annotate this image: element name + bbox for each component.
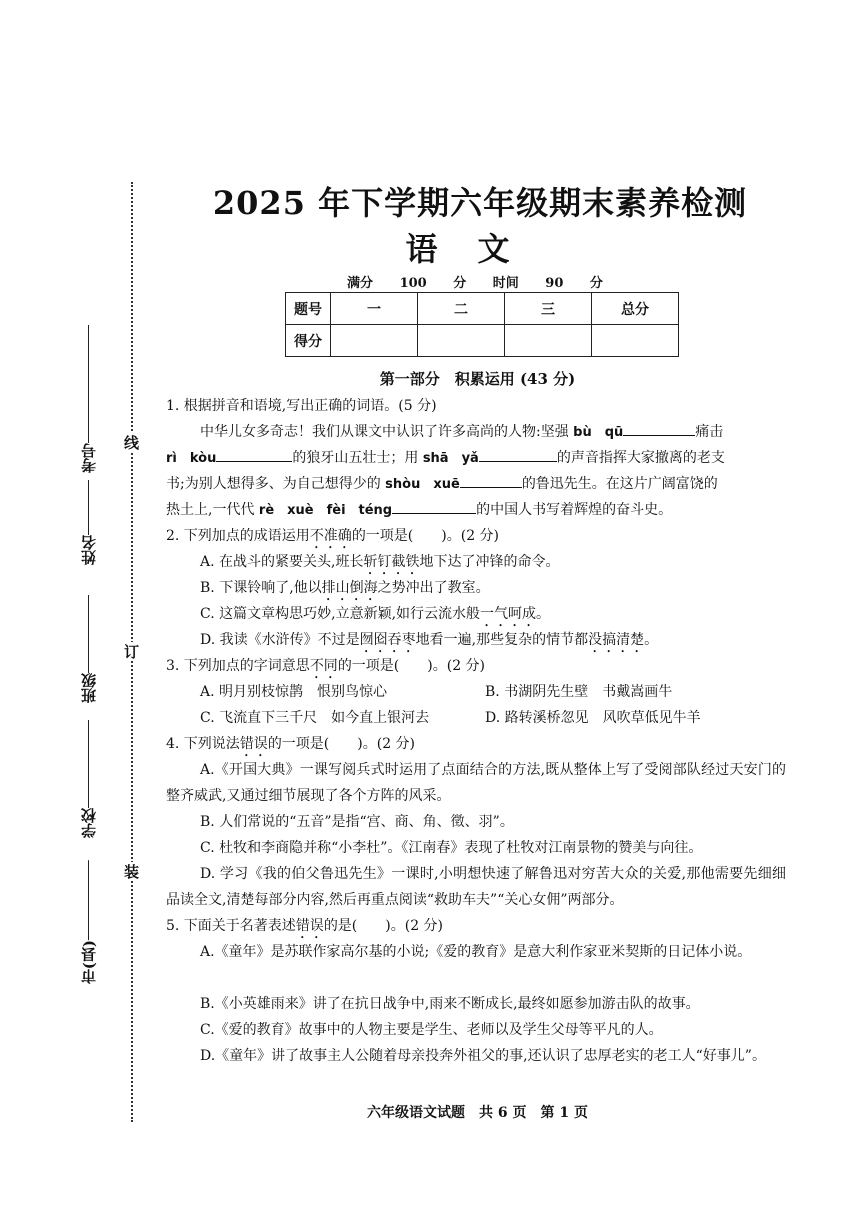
score-cell[interactable] [331, 325, 418, 357]
q3-option-c[interactable]: C. 飞流直下三千尺 如今直上银河去 [200, 710, 430, 726]
city-line [89, 860, 90, 940]
city-field[interactable] [80, 860, 98, 984]
answer-blank[interactable] [216, 447, 292, 462]
score-header-cell: 一 [331, 293, 418, 325]
q2-stem: 2. 下列加点的成语运用不准确的一项是( )。(2 分) [166, 528, 500, 544]
q5-option-c[interactable]: C.《爱的教育》故事中的人物主要是学生、老师以及学生父母等平凡的人。 [200, 1022, 663, 1038]
q3-stem: 3. 下列加点的字词意思不同的一项是( )。(2 分) [166, 658, 486, 674]
score-row-label: 得分 [286, 325, 331, 357]
class-line [89, 595, 90, 673]
full-score: 满分 100 分 [347, 276, 467, 291]
exam-no-field[interactable] [80, 325, 98, 473]
q5-option-b[interactable]: B.《小英雄雨来》讲了在抗日战争中,雨来不断成长,最终如愿参加游击队的故事。 [200, 996, 700, 1012]
q2-option-b[interactable]: B. 下课铃响了,他以排山倒海之势冲出了教室。 [200, 580, 490, 596]
exam-title: 2025 年下学期六年级期末素养检测 [212, 184, 748, 222]
school-line [89, 720, 90, 808]
q5-option-a[interactable]: A.《童年》是苏联作家高尔基的小说;《爱的教育》是意大利作家亚米契斯的日记体小说。 [200, 944, 752, 960]
q3-option-d[interactable]: D. 路转溪桥忽见 风吹草低见牛羊 [485, 710, 701, 726]
answer-blank[interactable] [460, 473, 522, 488]
pinyin-shaya: shā yǎ [422, 451, 479, 466]
q3-option-a[interactable]: A. 明月别枝惊鹊 恨别鸟惊心 [200, 684, 388, 700]
binding-mark-ding: 订 [122, 644, 140, 659]
score-header-cell: 二 [418, 293, 505, 325]
score-cell[interactable] [592, 325, 679, 357]
q1-line-2: rì kòu 的狼牙山五壮士；用 shā yǎ 的声音指挥大家撤离的老支 [166, 445, 786, 472]
answer-blank[interactable] [623, 421, 695, 436]
score-table-header-row [286, 293, 679, 325]
name-line [89, 480, 90, 535]
q2-option-a[interactable]: A. 在战斗的紧要关头,班长斩钉截铁地下达了冲锋的命令。 [200, 554, 560, 570]
school-field[interactable] [80, 720, 98, 838]
pinyin-buqu: bù qū [573, 425, 624, 440]
page-footer: 六年级语文试题 共 6 页 第 1 页 [367, 1105, 588, 1121]
binding-mark-zhuang: 装 [122, 864, 140, 879]
class-field[interactable] [80, 595, 98, 703]
q5-option-d[interactable]: D.《童年》讲了故事主人公随着母亲投奔外祖父的事,还认识了忠厚老实的老工人“好事儿”。 [200, 1048, 766, 1064]
pinyin-rikou: rì kòu [166, 451, 217, 466]
pinyin-rexuefeiteng: rè xuè fèi téng [258, 503, 393, 518]
q4-option-c[interactable]: C. 杜牧和李商隐并称“小李杜”。《江南春》表现了杜牧对江南景物的赞美与向往。 [200, 840, 703, 856]
q2-option-d[interactable]: D. 我读《水浒传》不过是囫囵吞枣地看一遍,那些复杂的情节都没搞清楚。 [200, 632, 659, 648]
q4-option-d[interactable]: D. 学习《我的伯父鲁迅先生》一课时,小明想快速了解鲁迅对穷苦大众的关爱,那他需要先细细品读全文,清楚每部分内容,然后再重点阅读“救助车夫”“关心女佣”两部分。 [166, 866, 786, 908]
name-label: 姓名 [80, 535, 98, 565]
score-header-cell: 题号 [286, 293, 331, 325]
q4-option-b[interactable]: B. 人们常说的“五音”是指“宫、商、角、徵、羽”。 [200, 814, 514, 830]
q4-stem: 4. 下列说法错误的一项是( )。(2 分) [166, 736, 416, 752]
score-header-cell: 三 [505, 293, 592, 325]
score-table [285, 292, 679, 357]
school-label: 学校 [80, 808, 98, 838]
score-header-cell: 总分 [592, 293, 679, 325]
subject-title: 语文 [405, 230, 550, 268]
q3-option-b[interactable]: B. 书湖阴先生壁 书戴嵩画牛 [485, 684, 673, 700]
score-cell[interactable] [418, 325, 505, 357]
section-title: 第一部分 积累运用 (43 分) [379, 370, 576, 388]
q2-option-c[interactable]: C. 这篇文章构思巧妙,立意新颖,如行云流水般一气呵成。 [200, 606, 551, 622]
q1-line-1: 中华儿女多奇志！我们从课文中认识了许多高尚的人物:坚强 bù qū 痛击 [200, 419, 790, 446]
q1-line-3: 书;为别人想得多、为自己想得少的 shòu xuē 的鲁迅先生。在这片广阔富饶的 [166, 471, 786, 498]
q1-line-4: 热土上,一代代 rè xuè fèi téng 的中国人书写着辉煌的奋斗史。 [166, 497, 786, 524]
q1-stem: 1. 根据拼音和语境,写出正确的词语。(5 分) [166, 398, 437, 414]
class-label: 班级 [80, 673, 98, 703]
answer-blank[interactable] [479, 447, 557, 462]
q4-option-a[interactable]: A.《开国大典》一课写阅兵式时运用了点面结合的方法,既从整体上写了受阅部队经过天安门的整齐威武,又通过细节展现了各个方阵的风采。 [166, 762, 786, 804]
score-cell[interactable] [505, 325, 592, 357]
exam-no-label: 考号 [80, 443, 98, 473]
binding-mark-xian: 线 [122, 435, 140, 450]
q5-stem: 5. 下面关于名著表述错误的是( )。(2 分) [166, 918, 444, 934]
pinyin-shouxue: shòu xuē [385, 477, 460, 492]
exam-meta [0, 272, 867, 291]
city-label: 市(县) [80, 940, 98, 985]
name-field[interactable] [80, 480, 98, 565]
answer-blank[interactable] [392, 499, 476, 514]
score-table-score-row [286, 325, 679, 357]
time-limit: 时间 90 分 [492, 276, 603, 291]
